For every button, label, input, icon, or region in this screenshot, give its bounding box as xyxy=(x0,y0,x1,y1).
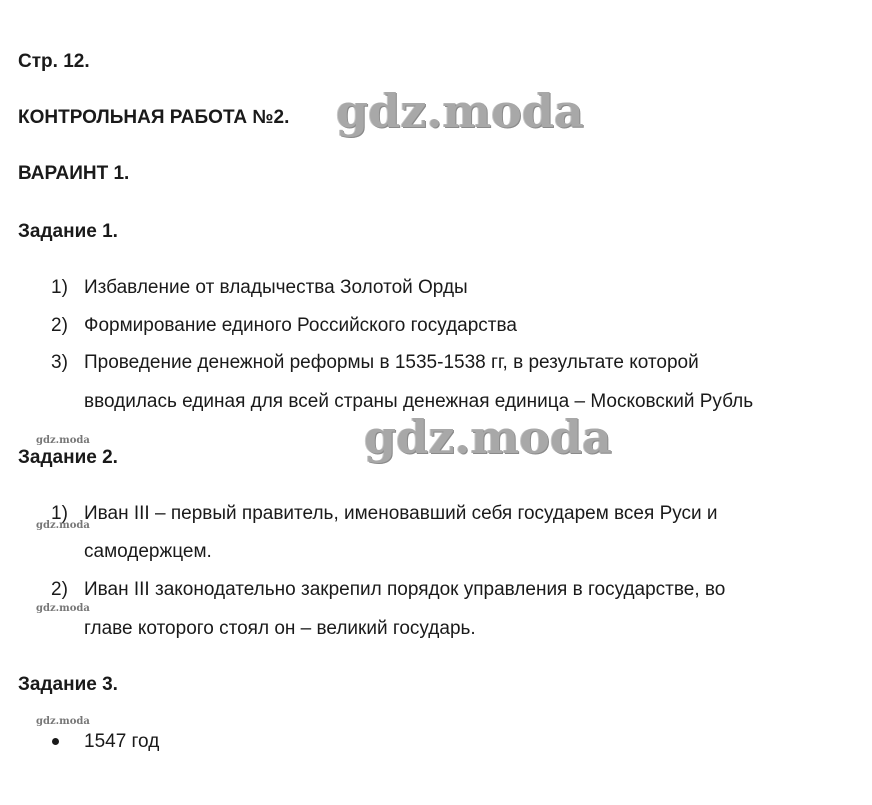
task-1-heading: Задание 1. xyxy=(18,221,118,242)
list-item-number: 2) xyxy=(51,315,68,336)
watermark-logo: gdz.moda xyxy=(364,410,612,464)
page-reference: Стр. 12. xyxy=(18,51,90,72)
list-item-text: Избавление от владычества Золотой Орды xyxy=(84,277,468,298)
list-item-text: Иван III – первый правитель, именовавший себя государем всея Руси и xyxy=(84,503,718,524)
bullet-icon xyxy=(52,738,59,745)
task-2-heading: Задание 2. xyxy=(18,447,118,468)
list-item-text: Проведение денежной реформы в 1535-1538 гг, в результате которой xyxy=(84,352,699,373)
list-item-number: 1) xyxy=(51,503,68,524)
watermark-small: gdz.moda xyxy=(36,603,90,614)
list-item-text: Иван III законодательно закрепил порядок управления в государстве, во xyxy=(84,579,726,600)
watermark-small: gdz.moda xyxy=(36,716,90,727)
list-item-number: 3) xyxy=(51,352,68,373)
watermark-logo: gdz.moda xyxy=(336,84,584,138)
list-item-text-continued: главе которого стоял он – великий государь. xyxy=(84,618,476,639)
list-item-number: 2) xyxy=(51,579,68,600)
list-item-text: 1547 год xyxy=(84,731,160,752)
variant-heading: ВАРАИНТ 1. xyxy=(18,163,130,184)
list-item-text-continued: вводилась единая для всей страны денежная единица – Московский Рубль xyxy=(84,391,754,412)
list-item-text-continued: самодержцем. xyxy=(84,541,212,562)
list-item-number: 1) xyxy=(51,277,68,298)
task-3-heading: Задание 3. xyxy=(18,674,118,695)
watermark-small: gdz.moda xyxy=(36,520,90,531)
list-item-text: Формирование единого Российского государства xyxy=(84,315,517,336)
watermark-small: gdz.moda xyxy=(36,435,90,446)
test-title: КОНТРОЛЬНАЯ РАБОТА №2. xyxy=(18,107,290,128)
